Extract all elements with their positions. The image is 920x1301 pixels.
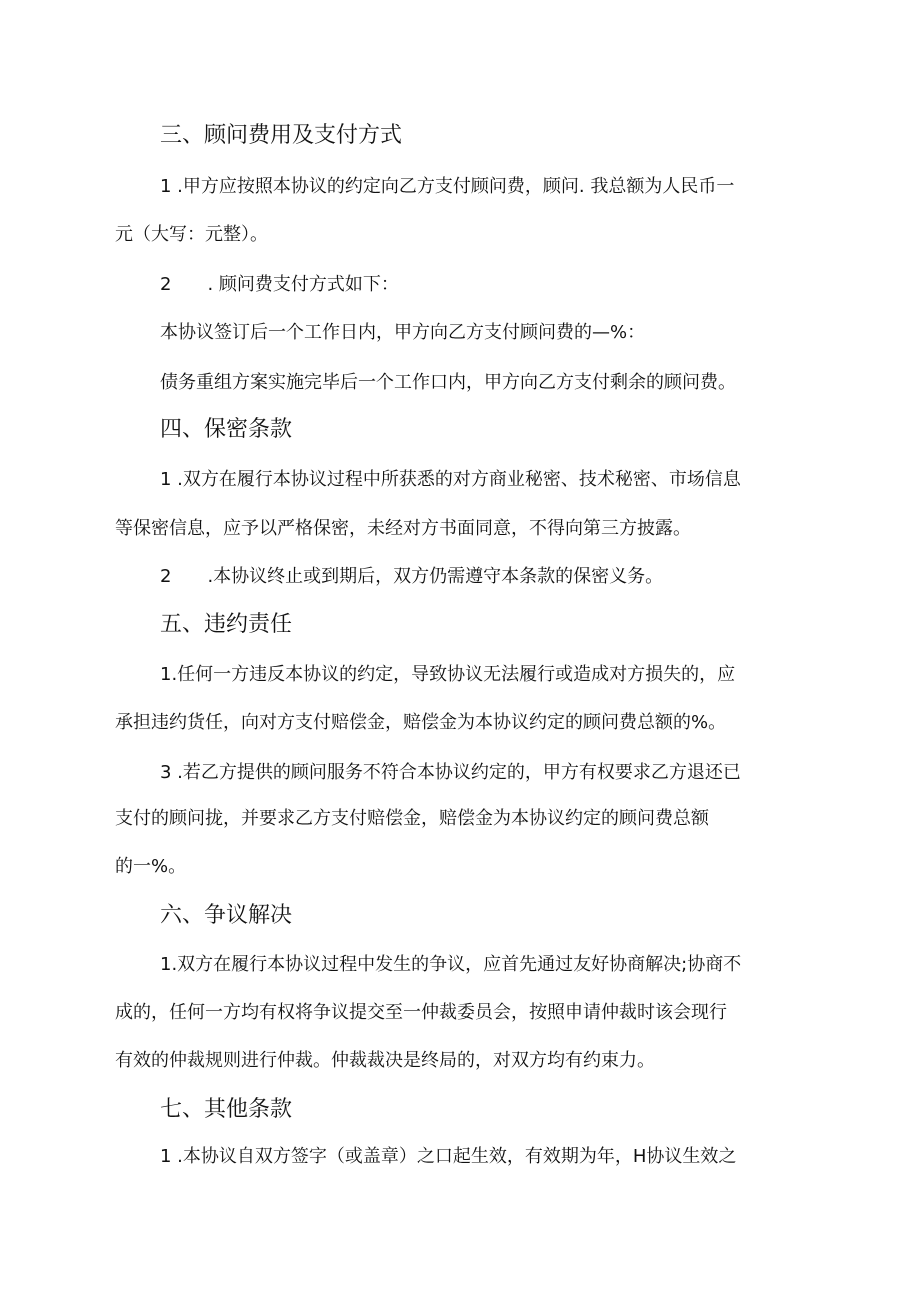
paragraph-line: 等保密信息，应予以严格保密，未经对方书面同意，不得向第三方披露。 [115, 518, 691, 539]
paragraph-line: 3 .若乙方提供的顾问服务不符合本协议约定的，甲方有权要求乙方退还已 [160, 762, 741, 783]
section-heading-liability: 五、违约责任 [160, 612, 293, 637]
paragraph-line: 支付的顾问拢，并要求乙方支付赔偿金，赔偿金为本协议约定的顾问费总额 [115, 808, 709, 829]
paragraph-line: 2 .本协议终止或到期后，双方仍需遵守本条款的保密义务。 [160, 566, 664, 587]
section-heading-confidentiality: 四、保密条款 [160, 417, 293, 442]
section-heading-disputes: 六、争议解决 [160, 903, 293, 928]
paragraph-line: 成的，任何一方均有权将争议提交至一仲裁委员会，按照申请仲裁时该会现行 [115, 1002, 727, 1023]
paragraph-line: 1 .甲方应按照本协议的约定向乙方支付顾问费，顾问. 我总额为人民币一 [160, 176, 735, 197]
paragraph-line: 1.任何一方违反本协议的约定，导致协议无法履行或造成对方损失的，应 [160, 664, 736, 685]
paragraph-line: 2 . 顾问费支付方式如下： [160, 274, 399, 295]
paragraph-line: 承担违约货任，向对方支付赔偿金，赔偿金为本协议约定的顾问费总额的%。 [115, 712, 727, 733]
section-heading-fees: 三、顾问费用及支付方式 [160, 123, 403, 148]
paragraph-line: 元（大写：元整）。 [115, 224, 268, 245]
paragraph-line: 1 .双方在履行本协议过程中所获悉的对方商业秘密、技术秘密、市场信息 [160, 469, 741, 490]
paragraph-line: 本协议签订后一个工作日内，甲方向乙方支付顾问费的—%： [160, 322, 646, 343]
paragraph-line: 有效的仲裁规则进行仲裁。仲裁裁决是终局的，对双方均有约束力。 [115, 1050, 655, 1071]
paragraph-line: 的一%。 [115, 856, 187, 877]
paragraph-line: 债务重组方案实施完毕后一个工作口内，甲方向乙方支付剩余的顾问费。 [160, 372, 736, 393]
section-heading-other: 七、其他条款 [160, 1097, 293, 1122]
paragraph-line: 1 .本协议自双方签字（或盖章）之口起生效，有效期为年，H协议生效之 [160, 1146, 737, 1167]
paragraph-line: 1.双方在履行本协议过程中发生的争议，应首先通过友好协商解决;协商不 [160, 954, 742, 975]
